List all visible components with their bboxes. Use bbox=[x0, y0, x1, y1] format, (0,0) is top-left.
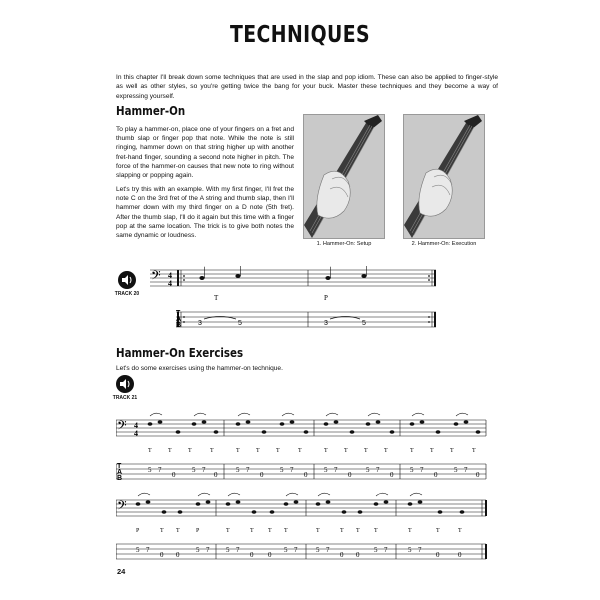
hammer-on-heading: Hammer-On bbox=[116, 103, 186, 118]
hammer-on-paragraph-2: Let's try this with an example. With my first finger, I'll fret the note C on the 3rd fret of the A string and thumb slap, then I'll hammer down with my third finger on a D note (5th fret). After the thumb slap, I'll do it again but this time with a finger pop at the same location. The trick is to give both notes the same dynamic or loudness. bbox=[116, 186, 294, 240]
svg-text:0: 0 bbox=[356, 551, 360, 559]
svg-text:T: T bbox=[188, 448, 192, 454]
hammer-on-paragraph-1: To play a hammer-on, place one of your fingers on a fret and thumb slap or finger pop that note. While the note is still ringing, hammer down on that string higher up with another fret-hand finger, sounding a second note higher in pitch. The force of the hammer-on causes that new note to ring without slapping or popping again. bbox=[116, 126, 294, 180]
photo-hammer-on-setup bbox=[303, 114, 385, 239]
svg-text:0: 0 bbox=[268, 551, 272, 559]
svg-text:T: T bbox=[316, 528, 320, 534]
svg-text:T: T bbox=[384, 448, 388, 454]
svg-text:5: 5 bbox=[324, 466, 328, 474]
tab-fret-5: 5 bbox=[238, 320, 242, 327]
svg-text:7: 7 bbox=[206, 546, 210, 554]
svg-text:5: 5 bbox=[284, 546, 288, 554]
svg-text:7: 7 bbox=[384, 546, 388, 554]
svg-text:7: 7 bbox=[146, 546, 150, 554]
svg-text:7: 7 bbox=[158, 466, 162, 474]
note-c bbox=[325, 276, 330, 280]
svg-text:7: 7 bbox=[326, 546, 330, 554]
svg-text:7: 7 bbox=[202, 466, 206, 474]
time-signature-top: 4 bbox=[168, 271, 172, 280]
page-number: 24 bbox=[117, 567, 126, 576]
tab-letter-b: B bbox=[176, 322, 182, 329]
svg-text:T: T bbox=[298, 448, 302, 454]
note-d bbox=[361, 274, 366, 278]
photo-1-caption: 1. Hammer-On: Setup bbox=[316, 241, 372, 247]
svg-text:P: P bbox=[136, 528, 140, 534]
photo-2-caption: 2. Hammer-On: Execution bbox=[411, 241, 477, 247]
exercise-system-1 bbox=[116, 408, 488, 488]
tab-letter-b: B bbox=[117, 475, 123, 482]
svg-text:5: 5 bbox=[192, 466, 196, 474]
bass-clef-icon: 𝄢 bbox=[117, 500, 127, 516]
svg-text:T: T bbox=[450, 448, 454, 454]
svg-text:7: 7 bbox=[418, 546, 422, 554]
svg-text:0: 0 bbox=[172, 471, 176, 479]
tab-letter-a: A bbox=[176, 316, 182, 323]
svg-text:T: T bbox=[148, 448, 152, 454]
svg-text:T: T bbox=[176, 528, 180, 534]
bass-neck-illustration bbox=[304, 115, 384, 238]
svg-text:0: 0 bbox=[348, 471, 352, 479]
svg-text:7: 7 bbox=[464, 466, 468, 474]
svg-text:T: T bbox=[250, 528, 254, 534]
svg-text:T: T bbox=[408, 528, 412, 534]
svg-text:T: T bbox=[356, 528, 360, 534]
svg-text:7: 7 bbox=[420, 466, 424, 474]
svg-text:5: 5 bbox=[454, 466, 458, 474]
svg-text:T: T bbox=[226, 528, 230, 534]
svg-text:5: 5 bbox=[148, 466, 152, 474]
svg-text:T: T bbox=[340, 528, 344, 534]
svg-text:0: 0 bbox=[458, 551, 462, 559]
svg-text:7: 7 bbox=[334, 466, 338, 474]
svg-text:0: 0 bbox=[176, 551, 180, 559]
svg-text:5: 5 bbox=[226, 546, 230, 554]
svg-text:7: 7 bbox=[290, 466, 294, 474]
tab-letter-a: A bbox=[117, 469, 123, 476]
page-title: TECHNIQUES bbox=[229, 22, 371, 48]
svg-text:7: 7 bbox=[376, 466, 380, 474]
svg-text:T: T bbox=[160, 528, 164, 534]
tab-letter-t: T bbox=[176, 310, 181, 317]
svg-text:5: 5 bbox=[316, 546, 320, 554]
svg-text:T: T bbox=[276, 448, 280, 454]
audio-track-21[interactable] bbox=[112, 375, 138, 401]
time-signature-bottom: 4 bbox=[134, 429, 138, 438]
pop-marking: P bbox=[324, 294, 328, 302]
bass-neck-illustration bbox=[404, 115, 484, 238]
svg-text:P: P bbox=[196, 528, 200, 534]
svg-text:0: 0 bbox=[434, 471, 438, 479]
svg-text:0: 0 bbox=[436, 551, 440, 559]
svg-text:0: 0 bbox=[390, 471, 394, 479]
svg-text:T: T bbox=[344, 448, 348, 454]
time-signature-top: 4 bbox=[134, 421, 138, 430]
svg-text:T: T bbox=[374, 528, 378, 534]
exercise-system-2 bbox=[116, 488, 488, 568]
svg-text:0: 0 bbox=[214, 471, 218, 479]
svg-text:T: T bbox=[430, 448, 434, 454]
svg-text:5: 5 bbox=[410, 466, 414, 474]
svg-text:T: T bbox=[324, 448, 328, 454]
track-21-label: TRACK 21 bbox=[112, 395, 138, 401]
svg-text:5: 5 bbox=[408, 546, 412, 554]
track-20-label: TRACK 20 bbox=[114, 291, 140, 297]
svg-text:T: T bbox=[168, 448, 172, 454]
time-signature-bottom: 4 bbox=[168, 279, 172, 288]
svg-text:T: T bbox=[210, 448, 214, 454]
tab-letter-t: T bbox=[117, 463, 122, 470]
svg-text:T: T bbox=[364, 448, 368, 454]
svg-text:0: 0 bbox=[476, 471, 480, 479]
svg-text:T: T bbox=[284, 528, 288, 534]
svg-text:5: 5 bbox=[280, 466, 284, 474]
svg-text:5: 5 bbox=[236, 466, 240, 474]
speaker-icon bbox=[116, 375, 134, 393]
svg-text:T: T bbox=[236, 448, 240, 454]
svg-text:5: 5 bbox=[196, 546, 200, 554]
svg-text:0: 0 bbox=[340, 551, 344, 559]
svg-text:7: 7 bbox=[246, 466, 250, 474]
svg-text:5: 5 bbox=[374, 546, 378, 554]
svg-text:5: 5 bbox=[136, 546, 140, 554]
tab-fret-3: 3 bbox=[324, 320, 328, 327]
svg-text:T: T bbox=[458, 528, 462, 534]
exercises-intro: Let's do some exercises using the hammer-on technique. bbox=[116, 365, 283, 372]
svg-text:T: T bbox=[256, 448, 260, 454]
svg-text:0: 0 bbox=[160, 551, 164, 559]
svg-text:T: T bbox=[410, 448, 414, 454]
bass-clef-icon: 𝄢 bbox=[117, 420, 127, 436]
svg-text:5: 5 bbox=[366, 466, 370, 474]
audio-track-20[interactable] bbox=[114, 271, 140, 297]
svg-text:0: 0 bbox=[304, 471, 308, 479]
svg-text:T: T bbox=[436, 528, 440, 534]
bass-clef-icon: 𝄢 bbox=[151, 270, 161, 286]
svg-text:T: T bbox=[268, 528, 272, 534]
speaker-icon bbox=[118, 271, 136, 289]
photo-hammer-on-execution bbox=[403, 114, 485, 239]
svg-text:7: 7 bbox=[236, 546, 240, 554]
svg-text:0: 0 bbox=[260, 471, 264, 479]
tab-fret-5: 5 bbox=[362, 320, 366, 327]
slap-marking: T bbox=[214, 294, 219, 302]
hammer-on-exercises-heading: Hammer-On Exercises bbox=[116, 345, 244, 360]
note-d bbox=[235, 274, 240, 278]
svg-text:T: T bbox=[472, 448, 476, 454]
svg-text:7: 7 bbox=[294, 546, 298, 554]
tab-fret-3: 3 bbox=[198, 320, 202, 327]
svg-text:0: 0 bbox=[250, 551, 254, 559]
note-c bbox=[199, 276, 204, 280]
intro-paragraph: In this chapter I'll break down some techniques that are used in the slap and pop idiom. These can also be applied to finger-style as well as other styles, so you're getting twice the bang for your buck. Master these techniques and they become a way of expressing yourself. bbox=[116, 74, 498, 100]
hammer-on-example-notation bbox=[148, 266, 440, 332]
